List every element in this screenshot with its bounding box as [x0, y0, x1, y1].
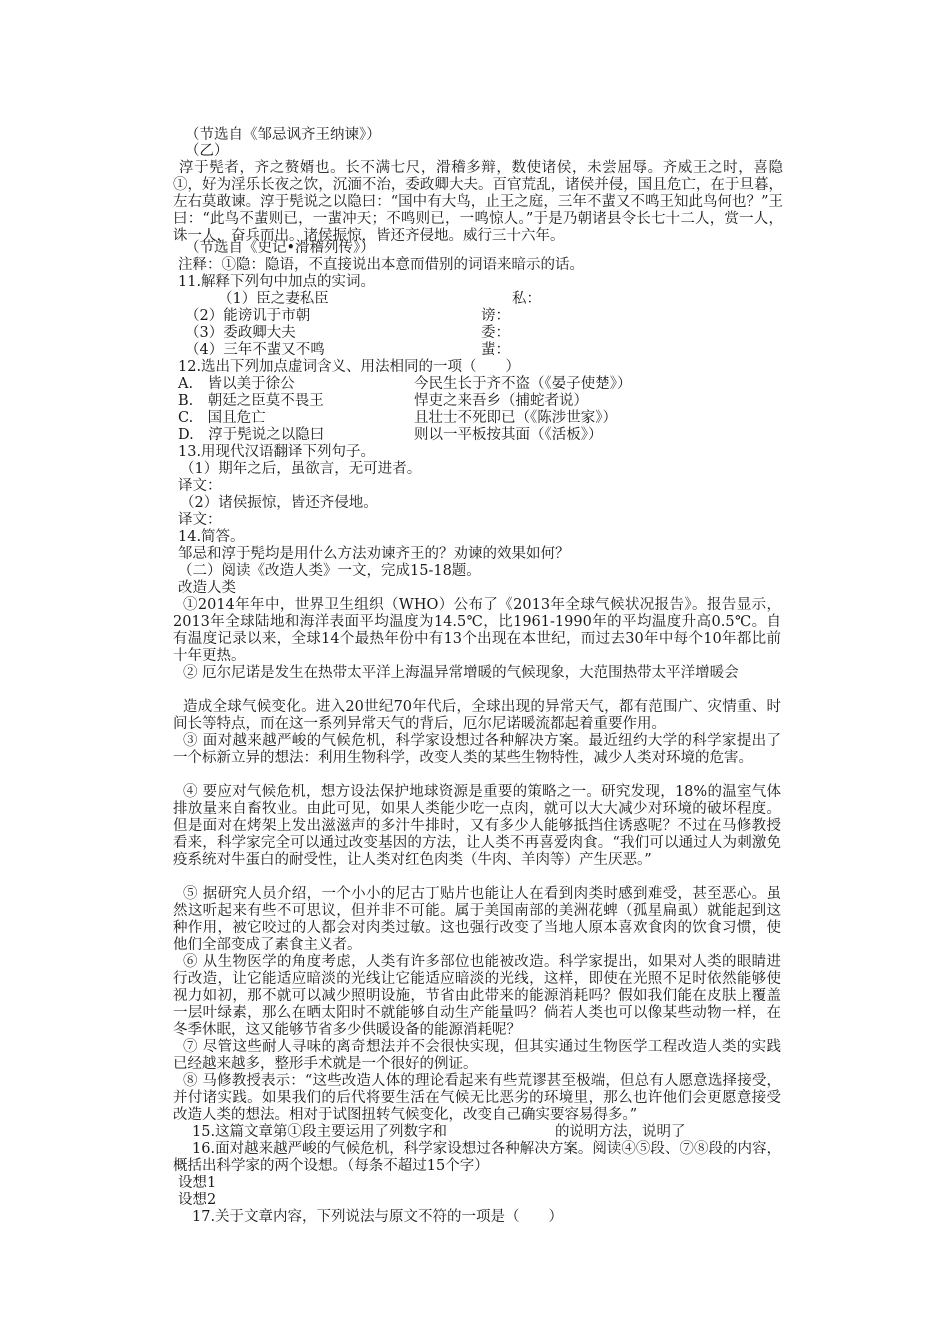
article-paragraph-4 — [173, 784, 781, 869]
source-line: （节选自《邹忌讽齐王纳谏》） — [185, 127, 381, 143]
section-yi-heading: （乙） — [185, 143, 229, 159]
q12-option-a-compare: 今民生长于齐不盗（《晏子使楚》） — [414, 376, 632, 392]
q12-option-b: B. 朝廷之臣莫不畏王 — [178, 393, 324, 409]
q13-sentence-1: （1）期年之后，虽欲言，无可进者。 — [180, 461, 422, 477]
question-14-stem: 14.简答。 — [178, 529, 245, 545]
article-paragraph-6 — [173, 954, 781, 1039]
source-line-2: （节选自《史记•滑稽列传》） — [185, 240, 375, 256]
q12-option-d-compare: 则以一平板按其面（《活板》） — [414, 427, 603, 443]
annotation-note: 注释：①隐：隐语，不直接说出本意而借别的词语来暗示的话。 — [178, 257, 584, 273]
q13-translation-label-2: 译文： — [178, 512, 222, 528]
paragraph-7-text: ⑦ 尽管这些耐人寻味的离奇想法并不会很快实现，但其实通过生物医学工程改造人类的实践已经越来越多，整形手术就是一个很好的例证。 — [173, 1039, 781, 1072]
question-15-part-1: 15.这篇文章第①段主要运用了列数字和 — [192, 1124, 448, 1140]
q11-item-3: （3）委政卿大夫 — [185, 325, 296, 341]
q11-item-2: （2）能谤讥于市朝 — [185, 308, 311, 324]
question-16-text: 16.面对越来越严峻的气候危机，科学家设想过各种解决方案。阅读④⑤段、⑦⑧段的内容，概括出科学家的两个设想。（每条不超过15个字） — [173, 1141, 781, 1174]
article-paragraph-2b — [173, 699, 781, 733]
q16-idea-2: 设想2 — [178, 1192, 217, 1208]
q12-option-c: C. 国且危亡 — [178, 410, 266, 426]
paragraph-5-text: ⑤ 据研究人员介绍，一个小小的尼古丁贴片也能让人在看到肉类时感到难受，甚至恶心。虽然这听起来有些不可思议，但并非不可能。属于美国南部的美洲花蜱（孤星扁虱）就能起到这种作用，被它咬过的人都会对肉类过敏。这也强行改变了当地人原本喜欢食肉的饮食习惯，使他们全部变成了素食主义者。 — [173, 886, 781, 953]
passage-yi-text: 淳于髡者，齐之赘婿也。长不满七尺，滑稽多辩，数使诸侯，未尝屈辱。齐威王之时，喜隐①，好为淫乐长夜之饮，沉湎不治，委政卿大夫。百官荒乱，诸侯并侵，国且危亡，在于旦暮，左右莫敢谏。淳于髡说之以隐曰：“国中有大鸟，止王之庭，三年不蜚又不鸣王知此鸟何也？”王曰：“此鸟不蜚则已，一蜚冲天；不鸣则已，一鸣惊人。”于是乃朝诸县令长七十二人，赏一人，诛一人，奋兵而出。诸侯振惊，皆还齐侵地。威行三十六年。 — [173, 160, 783, 244]
q12-option-c-compare: 且壮士不死即已（《陈涉世家》） — [414, 410, 617, 426]
paragraph-2a-text: ② 厄尔尼诺是发生在热带太平洋上海温异常增暖的气候现象，大范围热带太平洋增暖会 — [183, 665, 739, 681]
q11-answer-3: 委： — [481, 325, 510, 341]
q11-item-4: （4）三年不蜚又不鸣 — [185, 342, 325, 358]
question-11-stem: 11.解释下列句中加点的实词。 — [178, 274, 376, 290]
question-13-stem: 13.用现代汉语翻译下列句子。 — [178, 444, 376, 460]
question-17-stem: 17.关于文章内容，下列说法与原文不符的一项是（ ） — [192, 1209, 564, 1225]
passage-yi — [173, 160, 783, 245]
q16-idea-1: 设想1 — [178, 1175, 217, 1191]
article-paragraph-5 — [173, 886, 781, 954]
q11-answer-2: 谤： — [481, 308, 510, 324]
paragraph-2b-text: 造成全球气候变化。进入20世纪70年代后，全球出现的异常天气，都有范围广、灾情重、时间长等特点，而在这一系列异常天气的背后，厄尔尼诺暖流都起着重要作用。 — [173, 699, 781, 732]
article-paragraph-7 — [173, 1039, 781, 1073]
q11-item-1: （1）臣之妻私臣 — [218, 291, 329, 307]
paragraph-4-text: ④ 要应对气候危机，想方设法保护地球资源是重要的策略之一。研究发现，18%的温室气体排放量来自畜牧业。由此可见，如果人类能少吃一点肉，就可以大大减少对环境的破坏程度。但是面对在烤架上发出滋滋声的多汁牛排时，又有多少人能够抵挡住诱惑呢？不过在马修教授看来，科学家完全可以通过改变基因的方法，让人类不再喜爱肉食。“我们可以通过人为刺激免疫系统对牛蛋白的耐受性，让人类对红色肉类（牛肉、羊肉等）产生厌恶。” — [173, 784, 781, 868]
question-15-part-2: 的说明方法，说明了 — [555, 1124, 686, 1140]
article-paragraph-3 — [173, 733, 781, 767]
q12-option-b-compare: 悍吏之来吾乡（捕蛇者说） — [414, 393, 588, 409]
article-paragraph-2a — [173, 665, 781, 682]
paragraph-8-text: ⑧ 马修教授表示：“这些改造人体的理论看起来有些荒谬甚至极端，但总有人愿意选择接受，并付诸实践。如果我们的后代将要生活在气候无比恶劣的环境里，那么也许他们会更愿意接受改造人类的想法。相对于试图扭转气候变化，改变自己确实要容易得多。” — [173, 1073, 781, 1123]
q13-translation-label-1: 译文： — [178, 478, 222, 494]
article-paragraph-8 — [173, 1073, 781, 1124]
article-title: 改造人类 — [178, 580, 236, 596]
q13-sentence-2: （2）诸侯振惊，皆还齐侵地。 — [180, 495, 378, 511]
q14-question: 邹忌和淳于髡均是用什么方法劝谏齐王的？劝谏的效果如何？ — [178, 546, 570, 562]
q12-option-d: D. 淳于髡说之以隐曰 — [178, 427, 325, 443]
article-paragraph-1 — [173, 597, 781, 665]
question-16 — [173, 1141, 781, 1175]
paragraph-3-text: ③ 面对越来越严峻的气候危机，科学家设想过各种解决方案。最近纽约大学的科学家提出了一个标新立异的想法：利用生物科学，改变人类的某些生物特性，减少人类对环境的危害。 — [173, 733, 781, 766]
q11-answer-1: 私： — [512, 291, 541, 307]
q11-answer-4: 蜚： — [481, 342, 510, 358]
question-12-stem: 12.选出下列加点虚词含义、用法相同的一项（ ） — [178, 359, 521, 375]
section-2-intro: （二）阅读《改造人类》一文，完成15-18题。 — [178, 563, 481, 579]
q12-option-a: A. 皆以美于徐公 — [178, 376, 295, 392]
paragraph-6-text: ⑥ 从生物医学的角度考虑，人类有许多部位也能被改造。科学家提出，如果对人类的眼睛进行改造，让它能适应暗淡的光线让它能适应暗淡的光线，这样，即使在光照不足时依然能够使视力如初，那不就可以减少照明设施，节省由此带来的能源消耗吗？假如我们能在皮肤上覆盖一层叶绿素，那么在晒太阳时不就能够自动生产能量吗？倘若人类也可以像某些动物一样，在冬季休眠，这又能够节省多少供暖设备的能源消耗呢？ — [173, 954, 781, 1038]
paragraph-1-text: ①2014年年中，世界卫生组织（WHO）公布了《2013年全球气候状况报告》。报告显示，2013年全球陆地和海洋表面平均温度为14.5℃，比1961-1990年的平均温度升高0.5℃。自有温度记录以来，全球14个最热年份中有13个出现在本世纪，而过去30年中每个10年都比前十年更热。 — [173, 597, 781, 664]
